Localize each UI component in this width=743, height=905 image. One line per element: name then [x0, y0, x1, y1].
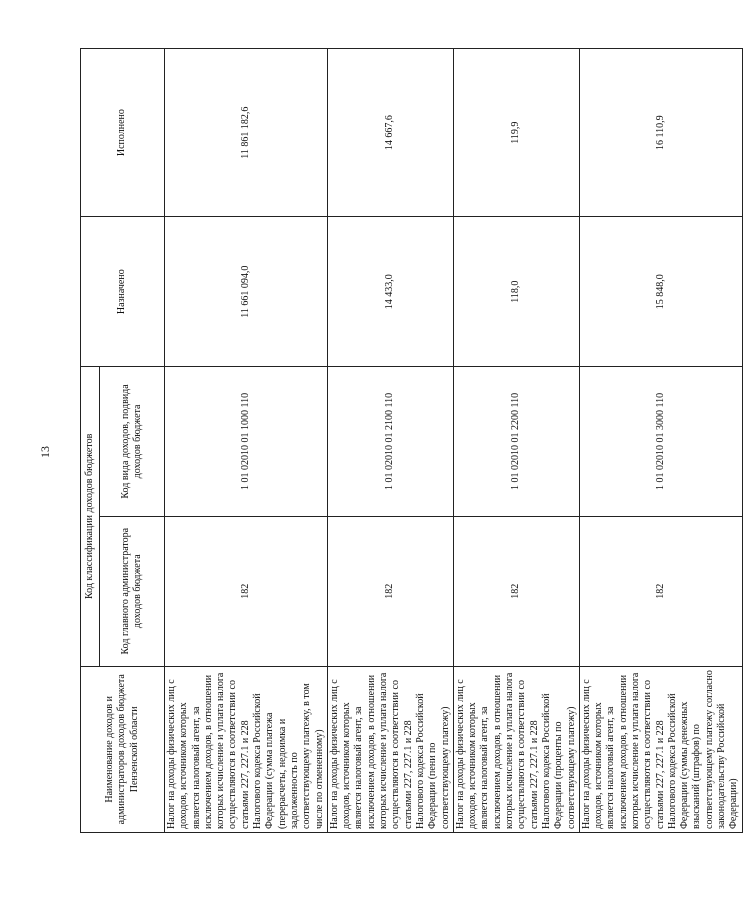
table-row	[579, 49, 742, 833]
row-name: Налог на доходы физических лиц с доходов, источником которых является налоговый агент, за исключением доходов, в отношении которых исчисление и уплата налога осуществляются в соответствии со статьями 227, 227.1 и 228 Налогового кодекса Российской Федерации (пени по соответствующему платежу)	[327, 666, 453, 832]
row-assigned: 15 848,0	[579, 217, 742, 367]
row-assigned: 14 433,0	[327, 217, 453, 367]
row-admin-code: 182	[579, 516, 742, 666]
table-row	[453, 49, 579, 833]
row-admin-code: 182	[327, 516, 453, 666]
row-name: Налог на доходы физических лиц с доходов, источником которых является налоговый агент, за исключением доходов, в отношении которых исчисление и уплата налога осуществляются в соответствии со статьями 227, 227.1 и 228 Налогового кодекса Российской Федерации (проценты по соответствующему платежу)	[453, 666, 579, 832]
row-name: Налог на доходы физических лиц с доходов, источником которых является налоговый агент, за исключением доходов, в отношении которых исчисление и уплата налога осуществляются в соответствии со статьями 227, 227.1 и 228 Налогового кодекса Российской Федерации (сумма платежа (перерасчеты, недоимка и задолженность по соответствующему платежу, в том числе по отмененному)	[165, 666, 328, 832]
header-name: Наименование доходов и администраторов доходов бюджета Пензенской области	[81, 666, 165, 832]
page-number: 13	[37, 446, 52, 458]
header-classification: Код классификации доходов бюджетов	[81, 367, 100, 667]
row-admin-code: 182	[453, 516, 579, 666]
table-row	[327, 49, 453, 833]
rotated-page-content	[80, 48, 740, 833]
header-executed: Исполнено	[81, 49, 165, 217]
row-assigned: 118,0	[453, 217, 579, 367]
row-executed: 11 861 182,6	[165, 49, 328, 217]
table-row	[165, 49, 328, 833]
row-executed: 16 110,9	[579, 49, 742, 217]
budget-revenue-table	[80, 48, 743, 833]
header-admin-code: Код главного администратора доходов бюджета	[100, 516, 165, 666]
row-type-code: 1 01 02010 01 2100 110	[327, 367, 453, 517]
row-executed: 14 667,6	[327, 49, 453, 217]
row-type-code: 1 01 02010 01 1000 110	[165, 367, 328, 517]
header-type-code: Код вида доходов, подвида доходов бюджета	[100, 367, 165, 517]
row-executed: 119,9	[453, 49, 579, 217]
row-admin-code: 182	[165, 516, 328, 666]
row-type-code: 1 01 02010 01 3000 110	[579, 367, 742, 517]
header-assigned: Назначено	[81, 217, 165, 367]
row-type-code: 1 01 02010 01 2200 110	[453, 367, 579, 517]
row-name: Налог на доходы физических лиц с доходов, источником которых является налоговый агент, за исключением доходов, в отношении которых исчисление и уплата налога осуществляются в соответствии со статьями 227, 227.1 и 228 Налогового кодекса Российской Федерации (суммы денежных взысканий (штрафов) по соответствующему платежу согласно законодательству Российской Федерации)	[579, 666, 742, 832]
row-assigned: 11 661 094,0	[165, 217, 328, 367]
